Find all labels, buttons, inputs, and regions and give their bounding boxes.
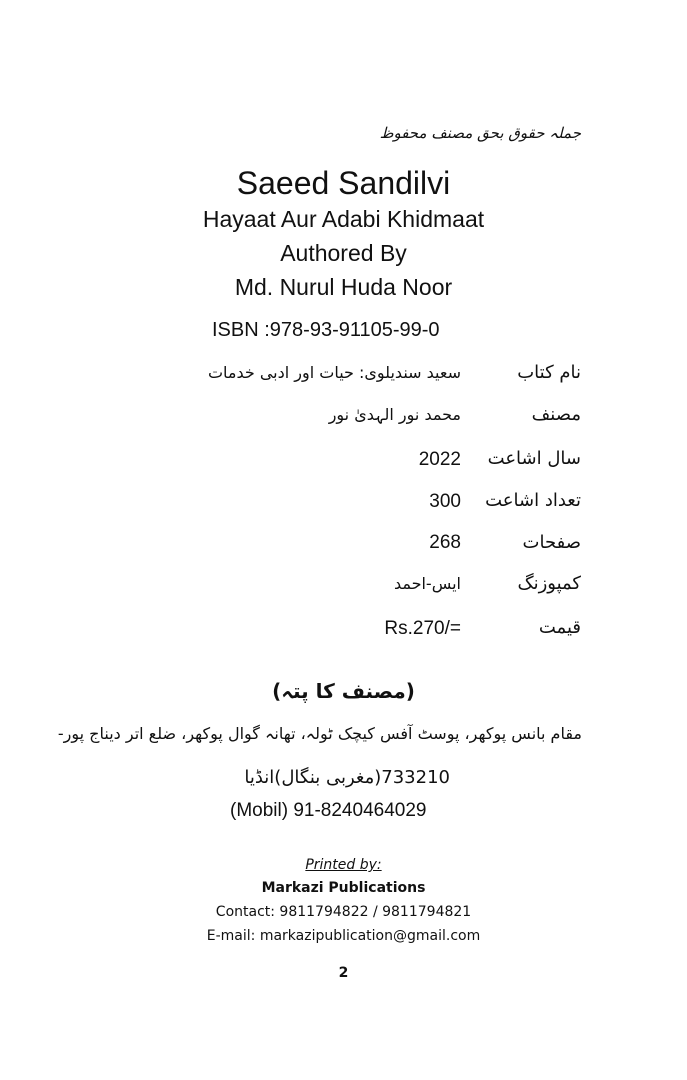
printer-email: E-mail: markazipublication@gmail.com [206,928,481,944]
address-line-1: مقام بانس پوکھر، پوسٹ آفس کیچک ٹولہ، تھانہ گوال پوکھر، ضلع اتر دیناج پور- [57,724,582,743]
detail-value-copies: 300 [429,491,461,512]
detail-value-composing: ایس-احمد [393,574,461,593]
detail-value-price: Rs.270/= [384,618,461,639]
detail-value-pages: 268 [429,532,461,553]
detail-value-author: محمد نور الہدیٰ نور [328,405,461,424]
authored-by-label: Authored By [280,240,407,266]
detail-label-year: سال اشاعت [487,448,581,469]
detail-label-pages: صفحات [522,532,581,553]
address-heading: (مصنف کا پتہ) [272,679,415,703]
printed-by-label: Printed by: [305,857,382,873]
page-number: 2 [338,965,349,981]
printer-contact: Contact: 9811794822 / 9811794821 [215,904,472,920]
detail-value-year: 2022 [418,449,461,470]
detail-label-author: مصنف [531,404,581,425]
author-name: Md. Nurul Huda Noor [234,274,453,300]
mobile-number: (Mobil) 91-8240464029 [230,800,427,821]
book-title: Saeed Sandilvi [236,165,451,201]
copyright-notice: جملہ حقوق بحق مصنف محفوظ [379,124,581,142]
book-subtitle: Hayaat Aur Adabi Khidmaat [202,206,485,232]
detail-label-book-name: نام کتاب [517,362,581,383]
printer-name: Markazi Publications [261,880,426,896]
detail-label-composing: کمپوزنگ [517,573,581,594]
detail-label-price: قیمت [538,617,581,638]
detail-label-copies: تعداد اشاعت [485,490,581,511]
address-line-2: 733210(مغربی بنگال)انڈیا [244,767,450,788]
isbn: ISBN :978-93-91105-99-0 [212,319,440,341]
detail-value-book-name: سعید سندیلوی: حیات اور ادبی خدمات [207,363,461,382]
